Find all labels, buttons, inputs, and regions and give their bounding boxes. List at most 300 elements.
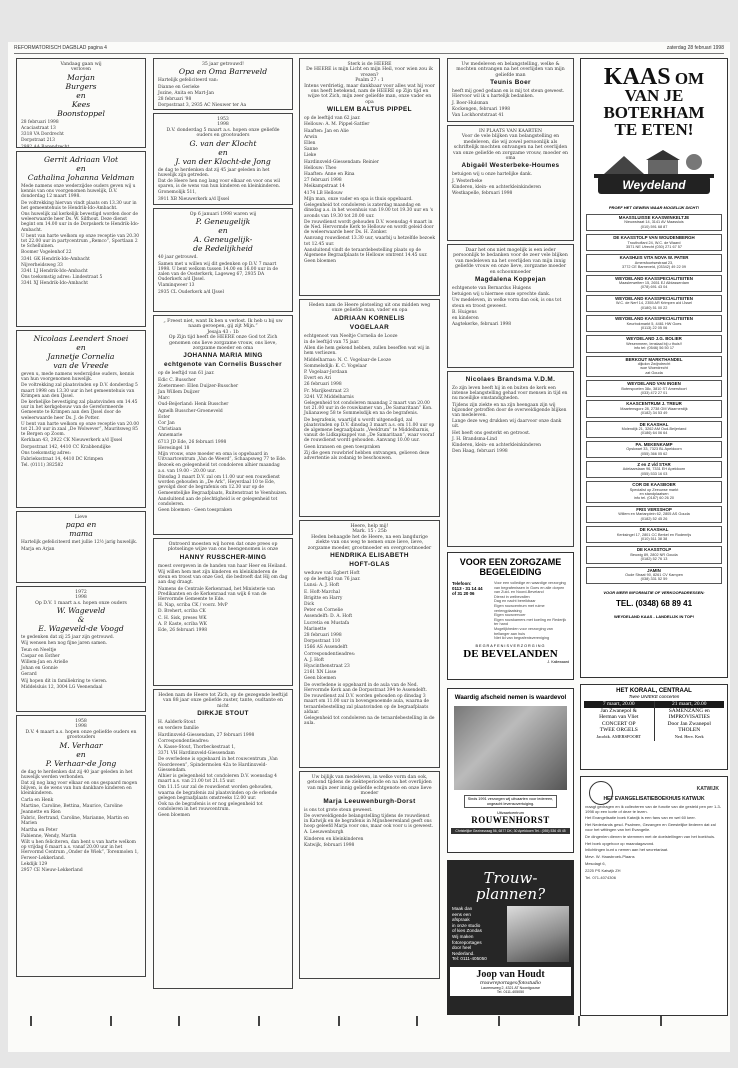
announcement-line: Evert en Ari [304,376,332,382]
announcement-name: HANNY RUSSCHER-MING [179,553,267,561]
announcement-line: Peter en Cornelie [304,608,343,614]
announcement-intro-line: Jesaja 43 : 1b [207,329,239,335]
cheese-shop-line: en standplaatsen [639,492,669,497]
koraal-right-l3: Door Jan Zwanepol [667,720,711,727]
trouwplannen-ad [447,860,574,1015]
announcement-line: Geen kransen en geen toespraken [304,444,381,450]
announcement-name: Jannetje Cornelia [47,352,115,361]
announcement-name: Teunis Boer [490,79,531,87]
announcement-body [21,770,141,874]
cheese-shop-line: Keurbokmarkt 5, 4461 HW Goes [626,321,682,326]
koraal-left-date: 7 maart, 20.00 [584,701,654,708]
announcement-line: Heresingel 18 [158,445,190,451]
announcement-line: A. Kasse-Stout, Thorbeckestraat 1, [158,745,236,751]
announcement-line: Marja en Arjan [21,546,55,552]
boekhuis-line: Mevr. W. Haasbroek-Plaans [585,854,635,860]
kaas-title-2: VAN JE BOTERHAM [603,86,705,122]
announcement-line: A. P. Kaste, scriba WK [158,621,207,627]
announcement-line: te gedenken dat zij 25 jaar zijn getrouwd. [21,635,115,641]
announcement-intro-line: IN PLAATS VAN KAARTEN [479,129,542,134]
koraal-title: HET KORAAL, CENTRAAL [616,688,692,694]
announcement-line: Uw medeleven, in welke vorm dan ook, is ons tot steun en troost geweest. [452,298,562,309]
cheese-shop-line: Opskwart 33, 7323 BL Apeldoorn [626,447,682,452]
announcement-intro-line: Op D.V. 1 maart a.s. hopen onze ouders [35,600,127,606]
announcement-line: Jeannette en Rien [21,810,61,816]
header-left: REFORMATORISCH DAGBLAD pagina 4 [14,45,107,51]
trouw-line: eens een [452,911,471,917]
kaas-tagline: PROEF HET GEWEIN WAAR MOGELIJK DICHT! [608,205,700,210]
announcement-intro-line: Heere, help mij! [350,524,389,529]
announcement-body [158,255,288,294]
announcement-line: Sommelsdijk: K. C. Vogelaar [304,363,367,369]
trouw-line: Nederland. [452,950,475,956]
announcement-intro-line: Voor de vele blijken van belangstelling en medeleven, die wij zowel persoonlijk als schriftelijk mochten ontvangen na het overlijden van onze geliefde en zorgzame vrouw, moeder en oma [452,134,569,162]
announcement-line: Ester [158,414,170,420]
fold-mark [178,1016,180,1026]
announcement-body [158,78,288,108]
announcement-line: Ons huwelijk zal kerkelijk bevestigd worden door de weleerwaarde heer Ds. W. Silfhout. Deze dienst begint om 14.00 uur in de Dorpskerk te Hendrik-Ido-Ambacht. [21,212,140,233]
cheese-shop-line: (078) 691 43 04 [640,285,668,290]
announcement-name: ADRIAAN KORNELIS [334,314,405,322]
kaas-title-3: TE ETEN! [614,120,694,139]
announcement-line: A. J. Hoft [304,657,325,663]
trouw-brand-sub: trouwreportages/fotostudio [480,980,541,986]
announcement-intro-line: Mark. 15 : 25b [352,529,387,535]
announcement-line: echtgenoot van Neeltje Cornelia de Looze [304,333,398,339]
announcement-name: Kees [71,99,91,109]
announcement-line: Carla en Henk [21,797,54,803]
boekhuis-line: Het boek opgehoor op maandagavond. [585,840,655,846]
announcement-intro-line: „ Freest niet, want Ik ben u verlost. Ik heb u bij uw naam geroepen, gij zijt Mijn.” [163,319,283,330]
announcement-line: 2935 CL Ouderkerk a/d IJssel [158,289,224,295]
announcement-line: Om 11.15 uur zal de rouwdienst worden gehouden, waarna de begrafenis zal plaatsvinden op de erkende gelegen begraafplaats omstreeks 12.00 uur. [158,785,278,801]
announcement-line: Allen die hem gekend hebben, zullen beseffen wat wij in hem verliezen. [304,346,430,357]
cheese-shop-line: Maaslerweiterr 15, 2651 EJ Alblasserdam [618,281,690,286]
announcement-nicolaes [447,371,574,547]
announcement-line: Dick [304,602,315,608]
announcement-line: Aansluitend vindt de teraardebestelling plaats op de Algemene Begraafplaats te Hellouw omtrent 14.45 uur. [304,247,428,258]
announcement-hanny [153,538,293,686]
announcement-marjan [16,58,146,148]
trouw-line: Wij maken [452,933,474,939]
announcement-line: Correspondentieadres: [304,651,356,657]
announcement-line: Annemarie [158,433,183,439]
announcement-line: 3241 VZ Middelharnis [304,394,354,400]
boekhuis-line: Het Evangelisatie boek Katwijk is een fans van en wel 60 keer. [585,815,696,821]
announcement-line: Kerklaan 43, 2922 CK Nieuwerkerk a/d IJssel [21,438,123,444]
announcement-intro-line: 1958 [75,719,87,724]
announcement-line: Het heeft ons gesterkt en getroost. [452,430,531,436]
announcement-line: Fr. Marijkestraat 23 [304,388,349,394]
cheese-shop-entry [586,567,722,584]
boekhuis-title: HET EVANGELISATIEBOEKHUIS KATWIJK [603,796,705,802]
cheese-shop-name: WEYDELAND J.G. BOLIER [626,336,682,342]
announcement-line: Dat de Heere hen nog lang voor elkaar en voor ons wil sparen, is de wens van hun kinderen en kleinkinderen. [158,179,281,190]
cheese-shop-line: (0113) 22 05 06 [640,325,668,330]
announcement-body [21,540,141,551]
announcement-intro-line: Daar het ons niet mogelijk is een ieder persoonlijk te bedanken voor de zeer vele blijken van medeleven na het overlijden van mijn innig geliefde vrouw en onze lieve, zorgzame moeder en schoonmoeder [453,248,568,275]
announcement-intro-line: verloven [70,67,92,73]
announcement-intro-line: Psalm 27 : 1 [355,78,384,84]
announcement-line: 28 februari 1998 [21,119,59,125]
announcement-line: Mede namens onze wederzijdse ouders geven wij u kennis van ons voorgenomen huwelijk, D.V. donderdag 12 maart 1998. [21,184,136,200]
announcement-intro-line: Lieve [74,515,88,520]
announcement-line: 2957 CE Nieuw-Lekkerland [21,868,83,874]
announcement-line: 3341 GK Hendrik-Ido-Ambacht [21,256,90,262]
announcement-line: Hartelijk gefeliciteerd met jullie 12½ jarig huwelijk. [21,540,138,546]
announcement-name: en [76,164,86,173]
announcement-line: 1566 AS Assendelft [304,645,348,651]
cheese-shop-entry [586,315,722,332]
announcement-line: betuigen wij u hiermee onze oprechte dank. [452,292,551,298]
koraal-left-l3: CONCERT OP [601,720,636,727]
announcement-line: A. Leeuwenburgh [304,830,344,836]
cheese-shop-line: W.C. de Nerf 14, 2355 AR Krimpen a/d IJssel [616,301,692,306]
announcement-line: Meikampstraat 14 [304,184,345,190]
announcement-line: Bezoek en gelegenheid tot condoleren alhier maandag a.s. van 19.00 - 20.00 uur. [158,463,280,474]
announcement-line: Katwijk, februari 1998 [304,842,355,848]
announcement-intro-line: 35 jaar getrouwd! [201,62,244,67]
announcement-line: Zoetermeer: Ellen Duijzer-Busscher [158,383,239,389]
fold-mark [498,1016,500,1026]
trouw-address: Laurensweg 2, 4321 AT Noordgouwe [480,986,540,990]
announcement-line: Namens de Centrale Kerkenraad, het Ministerie van Predikanten en de Kerkenraad van wijk 6 van de Hervormde Gemeente te Ede. [158,586,275,603]
announcement-line: U bent van harte welkom op onze receptie van 20.30 tot 22.00 uur in partycentrum „Remco”, Sportlaan 2 te Schelluinen. [21,233,139,250]
announcement-line: Martha en Peter [21,827,58,833]
cheese-shop-name: DE KAASSTOLP VAN WOUDENBERGH [613,235,695,241]
announcement-name: Boonstoppel [57,108,105,118]
begeleiding-service-line: Niet lid van begrafenisvereniging [494,636,550,641]
announcement-line: H. Nap, scriba CK / voorz. MvP [158,603,228,609]
announcement-line: echtgenote van Bernardus Huigens [452,286,531,292]
announcement-line: Jozine, Anita en Mart-Jan [158,90,215,96]
koraal-right-l2: IMPROVISATIES [668,714,710,721]
begeleiding-service-line: Voor een volledige en waardige verzorging van begrafenissen in Goes en alle dorpen van Zuid- en Noord-Beveland [494,581,566,595]
cheese-shop-line: (0182) 52 76 13 [640,557,668,562]
announcement-line: Westkapelle, februari 1998 [452,191,513,197]
announcement-line: Dinsdag 3 maart D.V. zal om 11.00 uur een rouwdienst worden gehouden in „De Ark”, Heyerdaal 10 te Ede, gevolgd door de begrafenis om 12.30 uur op de Gemeentelijke Begraafplaats, Ruitenstraat te Veenhuizen. [158,474,288,496]
cheese-shop-line: (0182) 34 53 49 [640,411,668,416]
announcement-body [452,386,569,454]
announcement-intro-line: De HEERE is mijn Licht en mijn Heil, voor wien zou ik vrezen? [306,67,433,78]
announcement-name: Nicolaas Leendert Snoei [33,334,129,343]
announcement-line: Ook na de begrafenis is er nog gelegenheid tot condoleren in het rouwcentrum. [158,802,263,813]
announcement-line: en verdere familie [158,726,199,732]
koraal-right-date: 21 maart, 20.00 [655,701,725,708]
announcement-intro-line: D.V. donderdag 5 maart a.s. hopen onze geliefde ouders en grootouders [166,127,280,139]
announcement-name: A. Geneugelijk- [193,235,253,245]
announcement-line: Middelharnas: N. C. Vogelaar-de Looze [304,357,391,363]
trouw-line: Tel: 0111-405050 [452,956,487,962]
announcement-line: geven u, mede namens wederzijdse ouders, kennis van hun voorgenomen huwelijk. [21,372,135,383]
announcement-line: 3341 LJ Hendrik-Ido-Ambacht [21,269,88,275]
announcement-line: Nijverheidsweg 33 [21,262,63,268]
announcement-name: Marjan [67,72,95,82]
announcement-line: in de leeftijd van 75 jaar. [304,340,360,346]
announcement-line: Lieke [304,153,317,159]
announcement-line: Hardinxveld-Giessendam, 27 februari 1998 [158,732,255,738]
announcement-line: Zij die geen rouwbrief hebben ontvangen, gelieven deze advertentie als zodanig te beschouwen. [304,450,430,462]
boekhuis-line: 2225 PS Katwijk ZH [585,867,621,873]
cheese-shop-entry [586,356,722,378]
announcement-line: Ellen [304,141,316,147]
announcement-line: Zo zijn leven heeft hij in en buiten de kerk een intense belangstelling gehad voor mensen in tijd en nu moeilijke omstandigheden. [452,386,568,402]
announcement-hendrika [299,520,440,768]
announcement-line: Oud-Beijerland: Henk Busscher [158,402,229,408]
announcement-line: U bent van harte welkom op onze receptie van 20.00 tot 21.30 uur in zaal „De Wolwever”, Mauritsweg 85 te Bergen op Zoom. [21,421,139,438]
boekhuis-line: Inlichtingen kunt u nemen aan het secretariaat. [585,847,669,853]
announcement-name: van de Vreede [53,361,109,370]
cheese-shop-line: 3571 NE Utrecht (030) 271 67 57 [626,245,682,250]
announcement-line: 2992 AA Barendrecht [21,144,70,148]
announcement-line: 2161 XN Lisse [304,670,337,676]
announcement-name: JOHANNA MARIA MING [183,352,263,360]
cheese-shop-line: (0180) 51 00 22 [640,305,668,310]
cheese-shop-name: Z en Z v/d STAR [637,462,671,468]
announcement-line: C. H. Sisk, preses WK [158,615,207,621]
begeleiding-service-line: Eigen rouwvervoer [494,613,526,618]
cheese-shop-name: WEYDELAND KAASSPECIALITEITEN [615,316,693,322]
boekhuis-badge: KATWIJK [696,786,719,792]
begeleiding-title: VOOR EEN ZORGZAME BEGELEIDING [459,557,562,577]
announcement-intro-line: Intens verdrietig, maar dankbaar voor alles wat hij voor ons heeft betekend, nam de HEERE op Zijn tijd en wijze tot Zich, mijn zeer geliefde man, onze vader en opa [304,83,435,105]
cheese-shop-line: Molendijk 21, 3262 AM Oud-Beijerland [621,427,687,431]
fold-mark [660,1016,662,1026]
announcement-line: Assendelft: D. A. Hoft [304,614,353,620]
fold-mark [416,1016,418,1026]
cheese-shop-line: zat Gouda [645,370,663,375]
waardig-sub: Sinds 1991 verzorgen wij uitvaarten voor iedereen, ongeacht levensovertuiging. [464,795,557,808]
kaas-footer-3: WEYDELAND KAAS - LANDELIJK IN TOP! [614,613,694,619]
announcement-line: J. H. Brandsma-Lind [452,436,497,442]
trouw-line: afspraak [452,917,470,923]
koraal-right-l5: Ned. Herv. Kerk [674,733,704,739]
announcement-line: Ons toekomstig adres: Lindestraat 5 [21,275,103,281]
trouw-title-2: plannen? [475,885,546,903]
cheese-shop-line: (038) 331 52 59 [640,577,668,582]
kaas-title-1: KAAS [603,64,671,90]
announcement-line: Hyacinthenstraat 23 [304,664,350,670]
announcement-intro-line: Uw medeleven en belangstelling, welke & mochten ontvangen na het overlijden van mijn geliefde man [456,62,565,78]
announcement-intro-line: 1998 [217,122,229,128]
weydeland-logo [594,144,714,202]
announcement-line: Hardinxveld-Giessendam: Reinier [304,159,379,165]
cheese-shop-line: woe Woerdrecht [640,366,668,371]
announcement-line: Lunsi: A. J. Hoft [304,583,340,589]
announcement-dirkje [153,689,293,989]
cheese-shop-entry [586,234,722,251]
announcement-line: Den Haag, februari 1998 [452,449,508,455]
announcement-name: WILLEM BALTUS PIPPEL [327,106,412,114]
announcement-line: Hellouw: Theo [304,165,337,171]
announcement-line: 26 februari 1998 [304,382,342,388]
announcement-line: betuigen wij u onze hartelijke dank. [452,172,533,178]
announcement-name: E. Wageveld-de Voogd [38,624,124,634]
cheese-shop-line: 3772 CE Barneveld, (03342) 49 22 09 [622,265,686,270]
announcement-name: & [77,615,85,625]
announcement-name: P. Verhaar-de Jong [45,758,117,768]
cheese-shop-line: Nieuwstraat 14, 3141 AV Maassluis [624,220,684,225]
cheese-shop-line: dijkdon Zwijndrecht [637,361,671,366]
kaas-title-1b: OM [674,69,705,88]
boekhuis-line: Het Nederlands gesd. Psalmen, Gezangen en Geestelijke liederen dat zal voor het wittingen van het Evangelie. [585,822,716,832]
announcement-line: Aanvang rouwdienst 13.30 uur, waarbij u hetzelfde bezoek tot 12.45 uur. [304,236,436,247]
announcement-line: Lange deze weg drukken wij daarvoor onze dank uit. [452,419,562,430]
koraal-right [655,701,725,741]
fold-mark [258,1016,260,1026]
cheese-shop-entry [586,461,722,478]
announcement-line: De kerkelijke bevestiging zal plaatsvinden om 14.45 uur in het kerkgebouw van de Gereformeerde Gemeente te Krimpen aan den IJssel door de weleerwaarde heer Ds. J. de Potter. [21,400,138,421]
announcement-line: Ons toekomstig adres: [21,450,72,456]
begeleiding-phone-label: Telefoon: [452,581,472,586]
begeleiding-service-line: Dienst in welbevallen [494,594,530,599]
announcement-line: E. Hoft-Marchal [304,589,340,595]
announcement-line: Dorpsstraat 3, 2935 AC Nieuwer ter Aa [158,103,247,109]
begeleiding-phone2: of 31 20 06 [452,591,475,597]
announcement-marja [299,771,440,979]
announcement-body [158,371,288,513]
page-header [14,44,724,54]
announcement-name: en [76,90,86,100]
announcement-name: HENDRIKA ELISABETH [330,552,409,560]
announcement-line: Agnelh Busscher-Groeneveld [158,408,223,414]
announcement-line: Lucretia en Mustafa [304,620,350,626]
announcement-body [304,116,435,264]
cheese-shop-line: (055) 366 05 62 [640,451,668,456]
boekhuis-line: Mesolagt 6, [585,860,606,866]
announcement-intro-line: Op Zijn tijd heeft de HEERE onze God tot Zich genomen ons lieve zorgzame vrouw, ons lieve, zorgzame moeder en oma [168,335,278,352]
announcement-pippel [299,58,440,296]
cheese-shop-name: JAMIN [647,567,661,573]
cheese-shop-line: Boterspoelen 38c, 3810 ST Amersfoort [621,386,687,391]
announcement-johanna [153,315,293,535]
koraal-right-l4: THOLEN [678,727,701,734]
announcement-line: 4174 LB Hellouw [304,190,343,196]
trouw-line: of kies Zondas [452,928,482,934]
announcement-line: moest overgeven in de handen van haar Heer en Heiland. [158,563,287,569]
cheese-shop-name: KAASHUIS VITA NOVA W. PATER [619,255,689,261]
cheese-shop-line: Maartensgorz 28, 2738 GM Waarnerdijk [620,406,688,411]
announcement-intro-line: Ontroerd moesten wij horen dat onze prees op plotselinge wijze van ons heengenomen is onze [167,542,279,553]
announcement-intro-line: Heden nam de Heere tot Zich, op de gezegende leeftijd van 88 jaar onze geliefde zuster, tante, oudtante en nicht [158,693,288,709]
announcement-line: op de leeftijd van 76 jaar. [304,577,361,583]
announcement-line: 28 februari '98 [158,97,192,103]
cheese-shop-line: Kerksingel 17, 2801 CC Berkel en Rodenrijs [616,532,692,537]
cheese-shop-line: Specialist op Zeeuwse markt [629,487,679,492]
announcement-line: Alhier is gelegenheid tot condoleren D.V. woensdag 4 maart a.s. van 21.00 tot 21.15 uur. [158,774,277,785]
announcement-line: D. Brehert, scriba CK [158,609,206,615]
cheese-shop-entry [586,546,722,563]
announcement-intro-line: 1972 [75,590,87,595]
announcement-name: mama [69,529,93,539]
announcement-intro-line: 1998 [75,595,87,601]
announcement-line: Geen bloemen - Geen toespraken [158,508,233,514]
boekhuis-line: Tel. 071-4074306 [585,874,616,880]
announcement-intro-line: Vandaag gaan wij [60,62,102,67]
announcement-line: Dorpstraat 213 [21,138,55,144]
cheese-shop-entry [586,481,722,503]
announcement-intro-line: Op 6 januari 1998 waren wij [189,212,257,217]
announcement-line: Christiaan [158,427,182,433]
announcement-name: en [76,749,86,759]
announcement-line: Sanne [304,147,318,153]
announcement-line: Willem-Jan en Arielle [21,660,68,666]
announcement-line: 3341 XJ Hendrik-Ido-Ambacht [21,281,88,287]
cheese-shop-line: Adelaarslaan 96, 7331 EH Apeldoorn [622,467,686,472]
cheese-shop-entry [586,214,722,231]
announcement-gerrit [16,151,146,327]
cheese-shop-name: FRIS VERSSHOP [636,506,672,512]
cheese-shop-entry [586,335,722,352]
announcement-name: Gerrit Adriaan Vlot [43,155,118,164]
announcement-line: Fabienne, Wendy, Martin [21,833,77,839]
announcement-intro-line: D.V. 4 maart a.s. hopen onze geliefde ouders en grootouders [25,729,137,741]
cheese-shop-name: COR DE KAASBOER [632,482,676,488]
announcement-name: W. Wageveld [56,606,106,616]
announcement-name: Magdalena Koppejan [474,276,547,284]
fold-mark [30,1016,32,1026]
trouw-phone: Tel. 0111-405050 [496,990,525,994]
announcement-line: J. Westerbeke [452,178,483,184]
announcement-line: J. Boer-Hulsman [452,100,489,106]
announcement-line: H. Aalderk-Stout [158,720,196,726]
cheese-shop-name: WEYDELAND VAN INGEN [627,381,681,387]
announcement-line: Wij willen hem met zijn kinderen en kleinkinderen de steun en troost van onze God, die bedroeft dat Hij om dag aan dag draagt. [158,570,288,586]
begeleiding-extra: J. Kallewaard [547,659,569,664]
cheese-shop-name: WEYDELAND KAASSPECIALITEITEN [615,275,693,281]
trouw-line: in onze studio [452,922,481,928]
header-right: zaterdag 28 februari 1998 [666,45,724,51]
cheese-shop-entry [586,400,722,417]
announcement-body [21,372,141,468]
announcement-line: Wilt u hen feliciteren, dan bent u van harte welkom op vrijdag 6 maart a.s. vanaf 20.00 uur in het Hervormd Centrum „Onder de Wiek”, Torenmolen 1, Ferwer-Lekkerland. [21,840,139,861]
column-1 [16,58,146,980]
announcement-name: J. van der Klocht-de Jong [175,156,271,166]
cheese-shop-line: Willem en Marianplein 62, 2805 AS Gouda [618,512,690,517]
cheese-shop-entry [586,380,722,397]
waardig-footer: Christelijke Gezinsvraag 56, 6877 DK; 30 Apeldoorn Tel.: (055) 536 45 45 [451,828,570,834]
announcement-line: is ons tot grote steun geweest. [304,807,373,813]
cheese-shop-line: Trouthoflani 24, W.C. de Waard [627,240,681,245]
announcement-line: Vlaminqweer 13 [158,283,195,289]
announcement-line: Cor Jan [158,421,175,427]
announcement-name: en [218,226,228,236]
announcement-line: Tijdens zijn ziekte en na zijn heengaan zijn wij bijzonder getroffen door de overweldigende blijken van medeleven. [452,402,567,419]
announcement-body [21,120,141,148]
cheese-shop-line: Oude Straat 90, 8261 CV Kampen [625,572,683,577]
announcement-name: Abigaël Westerbeke-Houmes [461,162,560,170]
announcement-geneugelijk [153,208,293,312]
announcement-line: De overledene is opgebaard in de aula van de Ned. Hervormde Kerk aan de Dorpsstraat 394 te Assendelft. [304,682,427,693]
fold-mark [338,1016,340,1026]
announcement-line: Gelegenheid tot condoleren na de teraardebestelling in de aula. [304,715,435,727]
begeleiding-service-line: Mogelijkheden voor verzorging van bellanger aan huis [494,626,553,636]
trouw-line: Maak dan [452,906,473,911]
hearse-photo [454,706,567,790]
announcement-line: Teun en Neeltje [21,647,57,653]
announcement-body [452,286,569,327]
fold-mark [578,1016,580,1026]
cheese-shop-line: (0186) 64 06 64 [640,431,668,436]
announcement-line: de dag te herdenken dat zij 40 jaar geleden in het huwelijk werden verbonden. [21,769,133,780]
announcement-intro-line: Heden nam de Heere plotseling uit ons midden weg onze geliefde man, vader en opa [308,303,431,314]
announcement-adriaan [299,299,440,517]
cheese-shop-name: DE KAASHAL [639,421,669,427]
begeleiding-service-line: Dag en nacht bereikbaar [494,599,536,604]
announcement-name: DIRKJE STOUT [197,710,249,718]
announcement-line: Hartelijk gefeliciteerd van: [158,78,219,84]
announcement-line: Martine, Caroline, Bettina, Maurice, Caroline [21,803,123,809]
